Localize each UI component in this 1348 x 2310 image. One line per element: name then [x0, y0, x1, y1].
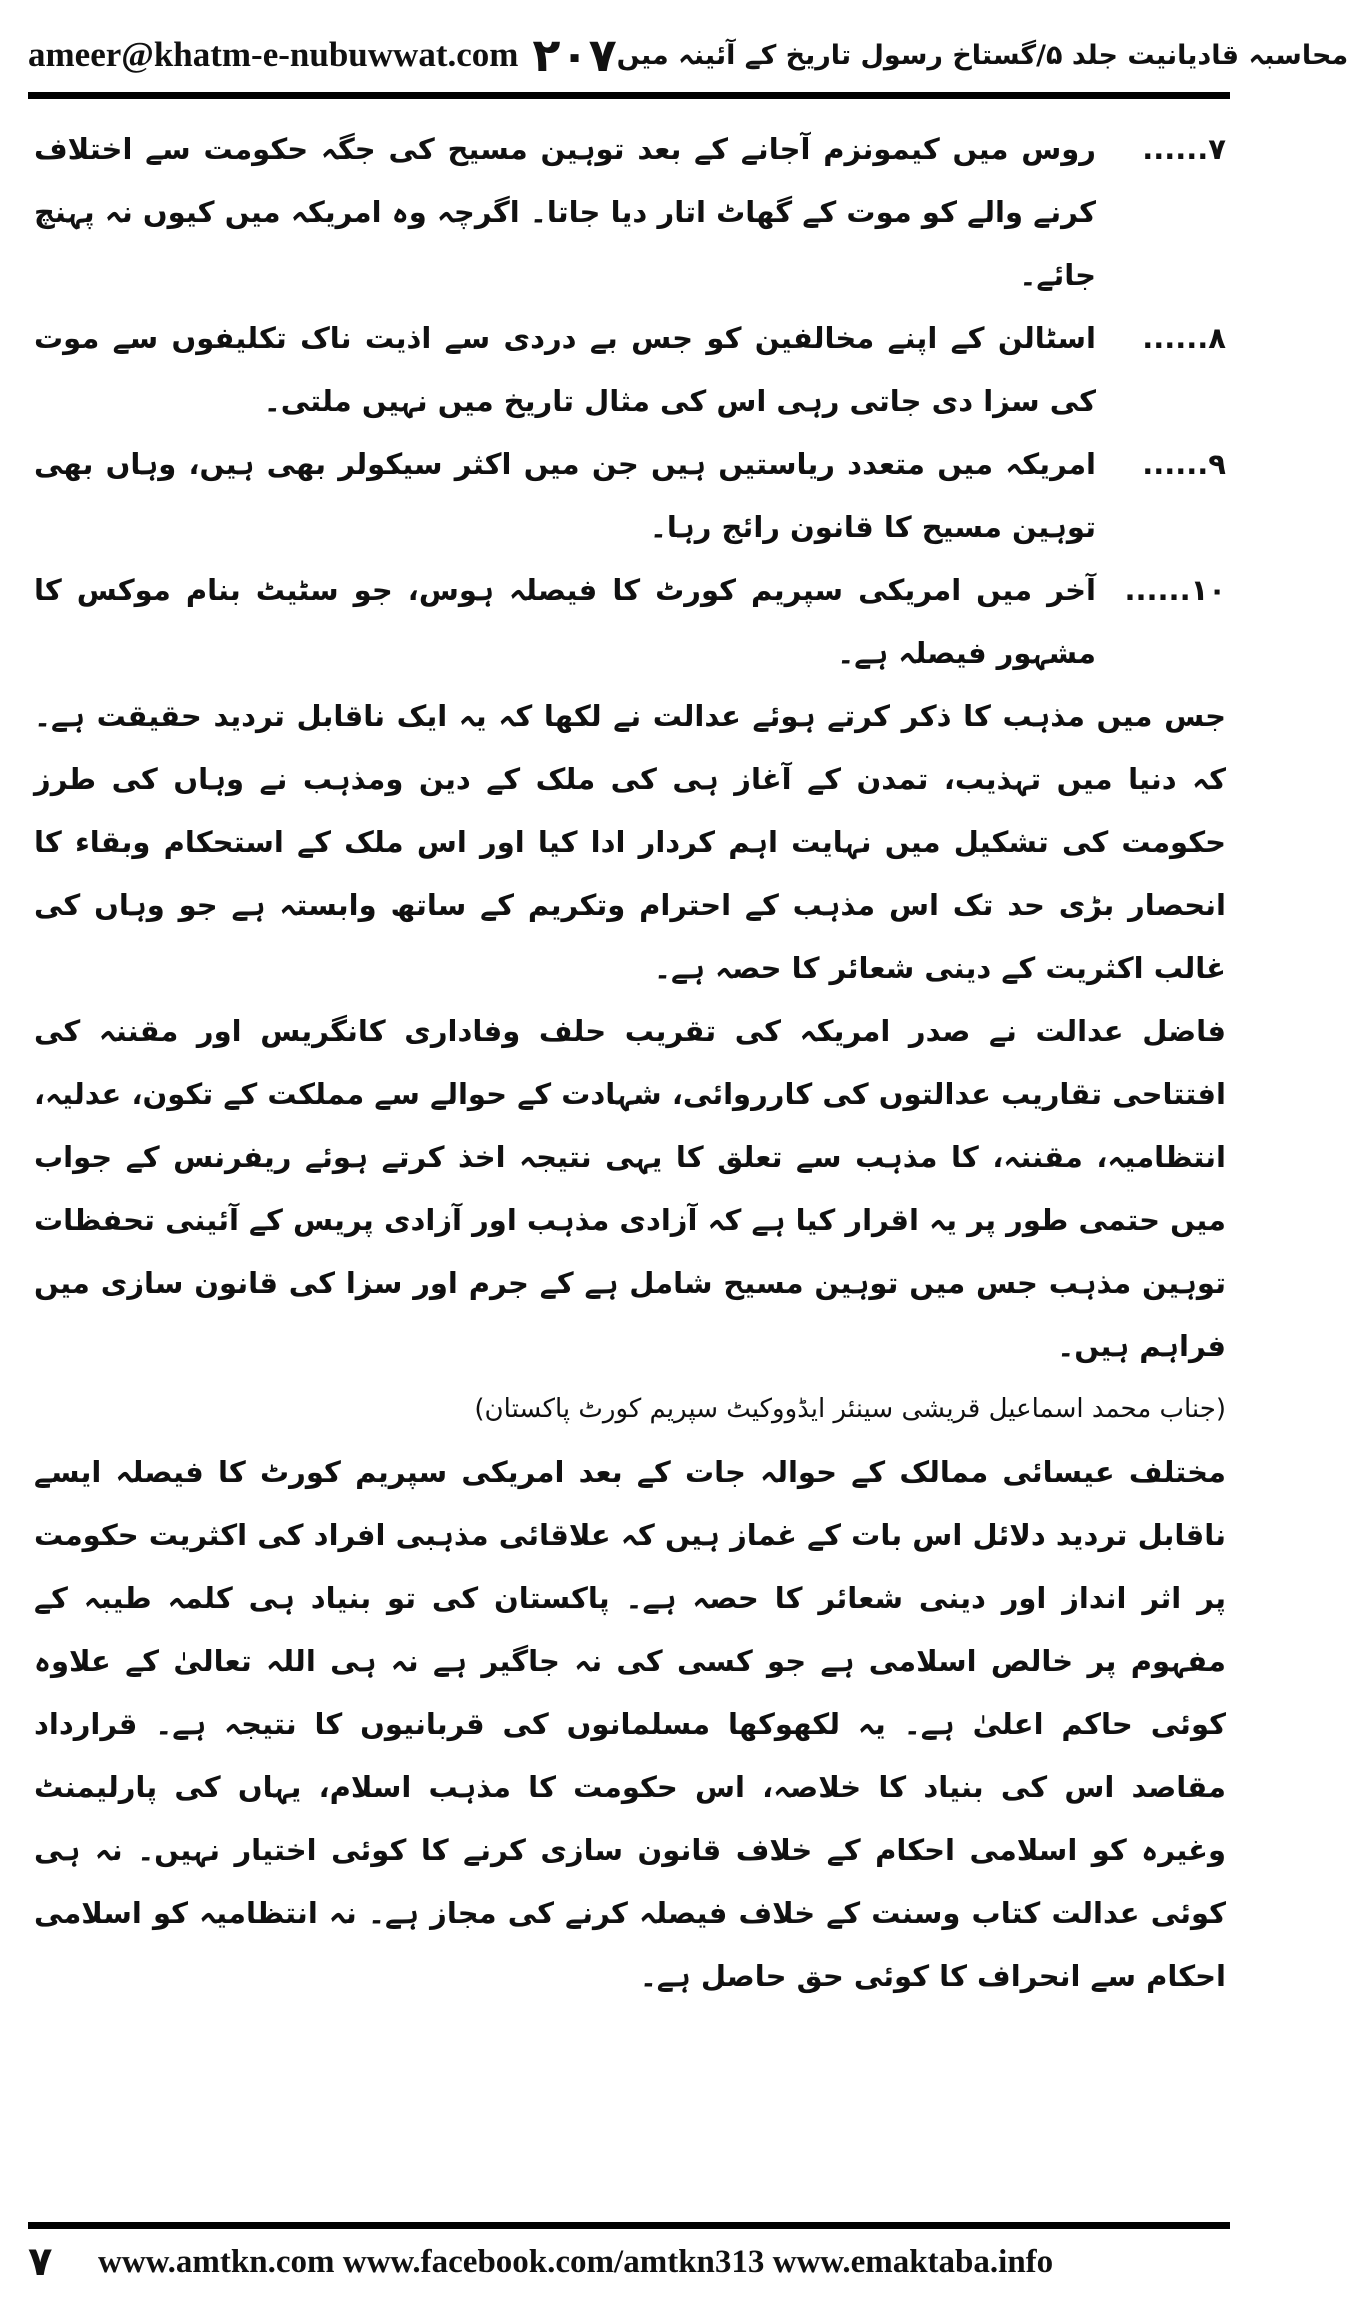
page-footer	[28, 2232, 1230, 2292]
item-number: ۹......	[1142, 447, 1226, 481]
item-number: ۸......	[1142, 321, 1226, 355]
list-item	[34, 433, 1226, 559]
header-page-number: ۲۰۷	[532, 28, 617, 82]
page-header	[28, 22, 1348, 88]
list-item	[34, 307, 1226, 433]
footer-rule	[28, 2222, 1230, 2229]
list-item	[34, 118, 1226, 307]
item-text: امریکہ میں متعدد ریاستیں ہیں جن میں اکثر سیکولر بھی ہیں، وہاں بھی توہین مسیح کا قانون رائج رہا۔	[34, 447, 1096, 544]
footer-page-number: ۷	[28, 2239, 53, 2285]
header-book-title: محاسبہ قادیانیت جلد ۵/گستاخ رسول تاریخ کے آئینہ میں	[616, 39, 1348, 71]
item-number: ۱۰......	[1124, 573, 1226, 607]
paragraph: فاضل عدالت نے صدر امریکہ کی تقریب حلف وفاداری کانگریس اور مقننہ کی افتتاحی تقاریب عدالتوں کی کارروائی، شہادت کے حوالے سے مملکت کے تکون، عدلیہ، انتظامیہ، مقننہ، کا مذہب سے تعلق کا یہی نتیجہ اخذ کرتے ہوئے ریفرنس کے جواب میں حتمی طور پر یہ اقرار کیا ہے کہ آزادی مذہب اور آزادی پریس کے آئینی تحفظات توہین مذہب جس میں توہین مسیح شامل ہے کے جرم اور سزا کی قانون سازی میں فراہم ہیں۔	[34, 1014, 1226, 1363]
closing-paragraph: مختلف عیسائی ممالک کے حوالہ جات کے بعد امریکی سپریم کورٹ کا فیصلہ ایسے ناقابل تردید دلائل اس بات کے غماز ہیں کہ علاقائی مذہبی افراد کی اکثریت حکومت پر اثر انداز اور دینی شعائر کا حصہ ہے۔ پاکستان کی تو بنیاد ہی کلمہ طیبہ کے مفہوم پر خالص اسلامی ہے جو کسی کی نہ جاگیر ہے نہ ہی اللہ تعالیٰ کے علاوہ کوئی حاکم اعلیٰ ہے۔ یہ لکھوکھا مسلمانوں کی قربانیوں کا نتیجہ ہے۔ قرارداد مقاصد اس کی بنیاد کا خلاصہ، اس حکومت کا مذہب اسلام، یہاں کی پارلیمنٹ وغیرہ کو اسلامی احکام کے خلاف قانون سازی کرنے کا کوئی اختیار نہیں۔ نہ ہی کوئی عدالت کتاب وسنت کے خلاف فیصلہ کرنے کی مجاز ہے۔ نہ انتظامیہ کو اسلامی احکام سے انحراف کا کوئی حق حاصل ہے۔	[34, 1455, 1226, 1993]
header-left	[28, 28, 617, 82]
paragraph: جس میں مذہب کا ذکر کرتے ہوئے عدالت نے لکھا کہ یہ ایک ناقابل تردید حقیقت ہے۔ کہ دنیا میں تہذیب، تمدن کے آغاز ہی کی ملک کے دین ومذہب نے وہاں کی طرز حکومت کی تشکیل میں نہایت اہم کردار ادا کیا اور اس ملک کے استحکام وبقاء کا انحصار بڑی حد تک اس مذہب کے احترام وتکریم کے ساتھ وابستہ ہے جو وہاں کی غالب اکثریت کے دینی شعائر کا حصہ ہے۔	[34, 699, 1226, 985]
item-number: ۷......	[1142, 132, 1226, 166]
body-text	[34, 118, 1226, 2108]
item-text: اسٹالن کے اپنے مخالفین کو جس بے دردی سے اذیت ناک تکلیفوں سے موت کی سزا دی جاتی رہی اس کی مثال تاریخ میں نہیں ملتی۔	[34, 321, 1096, 418]
list-item	[34, 559, 1226, 685]
header-rule	[28, 92, 1230, 99]
item-text: آخر میں امریکی سپریم کورٹ کا فیصلہ ہوس، جو سٹیٹ بنام موکس کا مشہور فیصلہ ہے۔	[34, 573, 1096, 670]
citation: (جناب محمد اسماعیل قریشی سینئر ایڈووکیٹ سپریم کورٹ پاکستان)	[474, 1394, 1226, 1424]
header-email[interactable]: ameer@khatm-e-nubuwwat.com	[28, 35, 519, 74]
item-text: روس میں کیمونزم آجانے کے بعد توہین مسیح کی جگہ حکومت سے اختلاف کرنے والے کو موت کے گھاٹ اتار دیا جاتا۔ اگرچہ وہ امریکہ میں کیوں نہ پہنچ جائے۔	[34, 132, 1096, 292]
footer-links[interactable]: www.amtkn.com www.facebook.com/amtkn313 www.emaktaba.info	[98, 2243, 1054, 2280]
